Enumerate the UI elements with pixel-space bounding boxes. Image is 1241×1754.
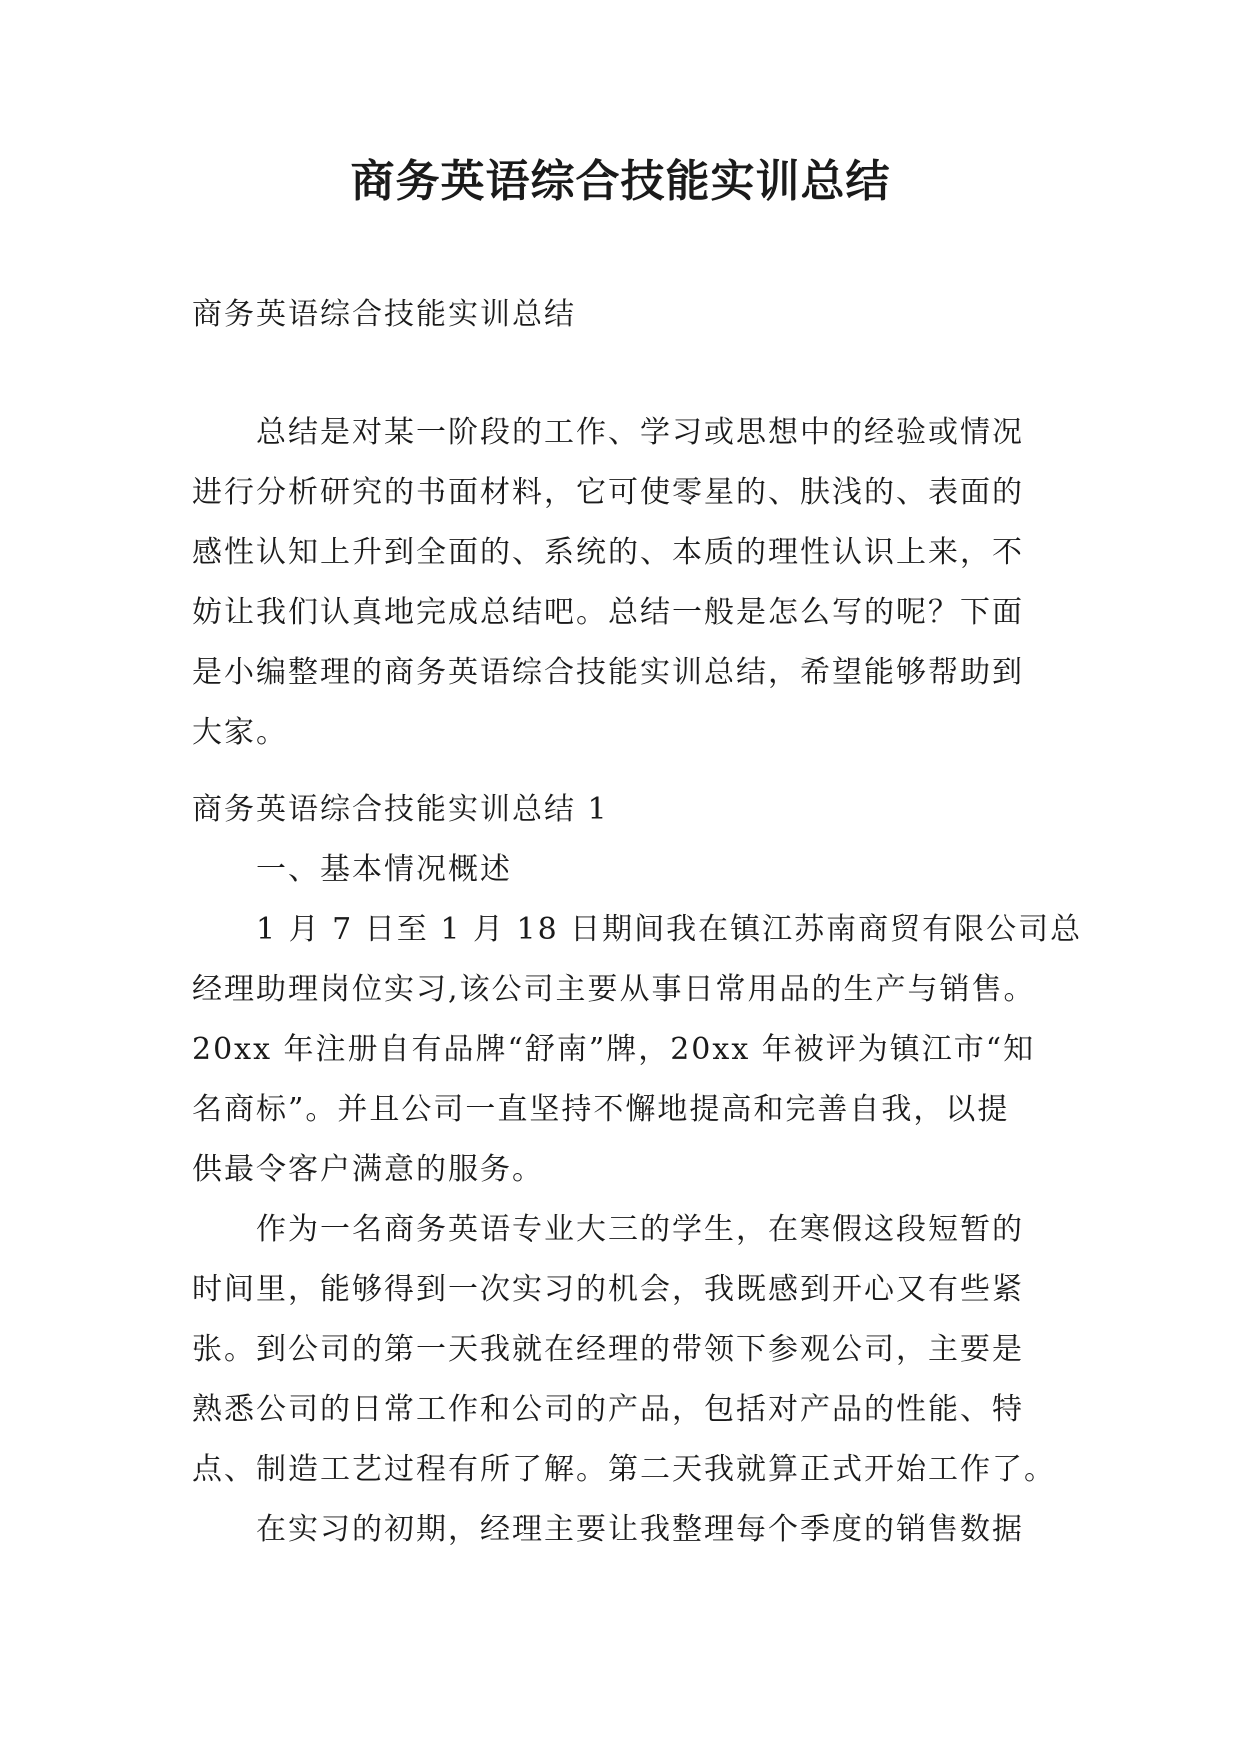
paragraph-line: 点、制造工艺过程有所了解。第二天我就算正式开始工作了。 (192, 1452, 1056, 1487)
paragraph-line: 熟悉公司的日常工作和公司的产品，包括对产品的性能、特 (192, 1392, 1024, 1427)
subtitle-line: 商务英语综合技能实训总结 (192, 297, 576, 332)
paragraph-line: 在实习的初期，经理主要让我整理每个季度的销售数据 (256, 1512, 1024, 1547)
document-subtitle (192, 285, 1052, 345)
section-title-text: 商务英语综合技能实训总结 1 (192, 792, 609, 827)
section-body (192, 840, 1083, 1560)
intro-paragraph (192, 403, 1052, 763)
paragraph-line: 供最令客户满意的服务。 (192, 1152, 544, 1187)
paragraph-line: 时间里，能够得到一次实习的机会，我既感到开心又有些紧 (192, 1272, 1024, 1307)
paragraph-line: 名商标”。并且公司一直坚持不懈地提高和完善自我，以提 (192, 1092, 1010, 1127)
intro-line: 妨让我们认真地完成总结吧。总结一般是怎么写的呢？下面 (192, 595, 1024, 630)
intro-line: 是小编整理的商务英语综合技能实训总结，希望能够帮助到 (192, 655, 1024, 690)
intro-line: 感性认知上升到全面的、系统的、本质的理性认识上来，不 (192, 535, 1024, 570)
paragraph-line: 20xx 年注册自有品牌“舒南”牌，20xx 年被评为镇江市“知 (192, 1032, 1036, 1067)
intro-line: 进行分析研究的书面材料，它可使零星的、肤浅的、表面的 (192, 475, 1024, 510)
paragraph-line: 经理助理岗位实习,该公司主要从事日常用品的生产与销售。 (192, 972, 1036, 1007)
intro-line: 总结是对某一阶段的工作、学习或思想中的经验或情况 (256, 415, 1024, 450)
section-heading: 一、基本情况概述 (256, 852, 512, 887)
intro-line: 大家。 (192, 715, 288, 750)
section-title (192, 780, 1052, 840)
paragraph-line: 张。到公司的第一天我就在经理的带领下参观公司，主要是 (192, 1332, 1024, 1367)
paragraph-line: 作为一名商务英语专业大三的学生，在寒假这段短暂的 (256, 1212, 1024, 1247)
paragraph-line: 1 月 7 日至 1 月 18 日期间我在镇江苏南商贸有限公司总 (256, 912, 1083, 947)
document-title: 商务英语综合技能实训总结 (350, 156, 891, 207)
